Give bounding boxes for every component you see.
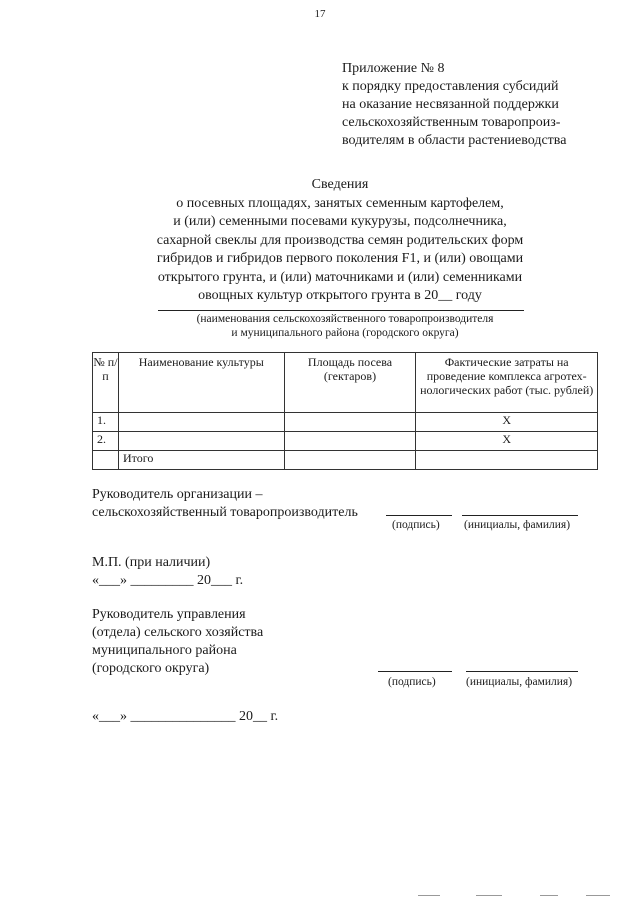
- signature1-sign-line: [386, 515, 452, 516]
- title-line: о посевных площадях, занятых семенным картофелем,: [176, 195, 504, 211]
- signature2-sign-label: (подпись): [388, 676, 436, 688]
- appendix-line: сельскохозяйственным товаропроиз-: [342, 115, 561, 130]
- signature2-sign-line: [378, 671, 452, 672]
- stamp-mp: М.П. (при наличии): [92, 555, 211, 570]
- signature1-block: [92, 486, 358, 522]
- title-line: овощных культур открытого грунта в 20__ году: [198, 288, 482, 303]
- crop-table: [92, 352, 598, 470]
- page-number: 17: [314, 8, 326, 20]
- title-block: [80, 176, 600, 306]
- cell-num: [93, 451, 119, 470]
- title-line: и (или) семенными посевами кукурузы, подсолнечника,: [173, 214, 507, 229]
- caption-line: (наименования сельскохозяйственного товаропроизводителя: [196, 313, 494, 325]
- scan-mark: [418, 895, 440, 900]
- cell-area: [284, 451, 416, 470]
- cell-costs: [416, 451, 598, 470]
- title-line: открытого грунта, и (или) маточниками и (или) семенниками: [157, 269, 523, 285]
- title-heading: Сведения: [311, 177, 369, 192]
- table-header-row: [93, 353, 598, 413]
- cell-num: 1.: [93, 413, 119, 432]
- scan-mark: [476, 895, 502, 900]
- appendix-line: к порядку предоставления субсидий: [342, 79, 559, 94]
- table-row: [93, 432, 598, 451]
- signature1-name-label: (инициалы, фамилия): [464, 519, 571, 531]
- signature2-name-label: (инициалы, фамилия): [466, 676, 573, 688]
- producer-caption: [120, 312, 570, 340]
- cell-costs: X: [416, 432, 598, 451]
- signature1-line1: Руководитель организации –: [92, 487, 263, 502]
- cell-area: [284, 432, 416, 451]
- cell-total-label: Итого: [118, 451, 284, 470]
- col-header-area: Площадь посева (гектаров): [284, 353, 416, 413]
- appendix-block: [342, 60, 566, 150]
- col-header-num: № п/п: [93, 353, 119, 413]
- caption-line: и муниципального района (городского округа): [231, 327, 459, 339]
- appendix-line: на оказание несвязанной поддержки: [342, 97, 559, 112]
- signature2-line: (городского округа): [92, 661, 210, 676]
- scan-mark: [586, 895, 610, 900]
- signature1-sign-label: (подпись): [392, 519, 440, 531]
- cell-culture: [118, 413, 284, 432]
- scan-mark: [540, 895, 558, 900]
- signature2-block: [92, 606, 263, 678]
- cell-num: 2.: [93, 432, 119, 451]
- final-date: «___» _______________ 20__ г.: [92, 709, 279, 724]
- signature1-line2: сельскохозяйственный товаропроизводитель: [92, 505, 358, 520]
- appendix-line: водителям в области растениеводства: [342, 133, 567, 148]
- table-row: [93, 413, 598, 432]
- cell-area: [284, 413, 416, 432]
- stamp-date: «___» _________ 20___ г.: [92, 573, 244, 588]
- signature1-name-line: [462, 515, 578, 516]
- title-line: сахарной свеклы для производства семян родительских форм: [156, 232, 524, 248]
- producer-name-line: [158, 310, 524, 311]
- signature2-line: муниципального района: [92, 643, 237, 658]
- col-header-culture: Наименование культуры: [118, 353, 284, 413]
- signature2-line: Руководитель управления: [92, 607, 246, 622]
- col-header-costs: Фактические затраты на проведение комплекса агротех-нологических работ (тыс. рублей): [416, 353, 598, 413]
- signature2-line: (отдела) сельского хозяйства: [92, 625, 264, 640]
- signature2-name-line: [466, 671, 578, 672]
- title-line: гибридов и гибридов первого поколения F1, и (или) овощами: [156, 251, 524, 266]
- cell-culture: [118, 432, 284, 451]
- cell-costs: X: [416, 413, 598, 432]
- appendix-line: Приложение № 8: [342, 61, 445, 76]
- table-row-total: [93, 451, 598, 470]
